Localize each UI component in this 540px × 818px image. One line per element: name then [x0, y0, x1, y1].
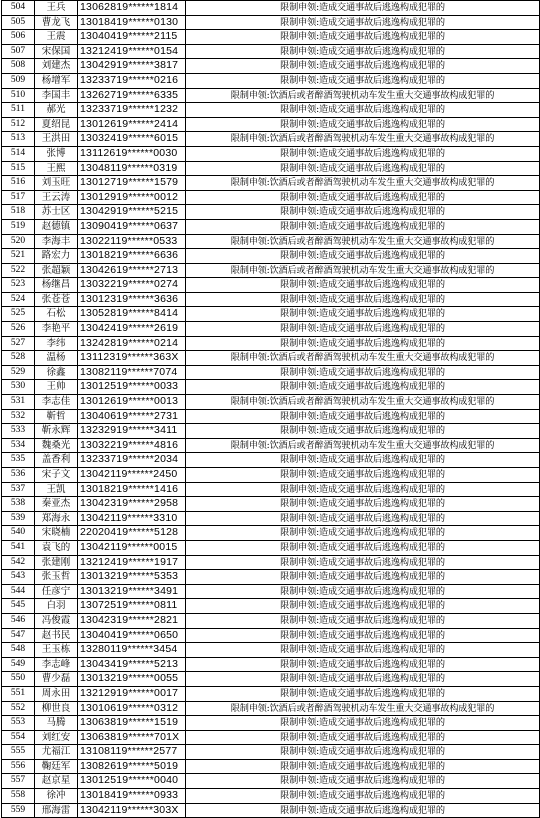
- name-cell: 马腾: [35, 716, 78, 731]
- id-number-cell: 13012919******0012: [78, 190, 186, 205]
- id-number-cell: 13018419******0933: [78, 789, 186, 804]
- table-row: [2, 73, 540, 88]
- name-cell: 宋晓楠: [35, 526, 78, 541]
- id-number-cell: 13042419******2619: [78, 322, 186, 337]
- name-cell: 曹少磊: [35, 672, 78, 687]
- id-number-cell: 13012519******0033: [78, 380, 186, 395]
- id-number-cell: 13013219******3491: [78, 584, 186, 599]
- name-cell: 李艳平: [35, 322, 78, 337]
- name-cell: 李志峰: [35, 657, 78, 672]
- row-number-cell: 544: [2, 584, 35, 599]
- row-number-cell: 548: [2, 643, 35, 658]
- name-cell: 盖香利: [35, 453, 78, 468]
- id-number-cell: 13232919******3411: [78, 424, 186, 439]
- name-cell: 赵德镇: [35, 219, 78, 234]
- name-cell: 苏士区: [35, 205, 78, 220]
- table-row: [2, 59, 540, 74]
- restriction-reason-cell: 限制申领:造成交通事故后逃逸构成犯罪的: [186, 73, 540, 88]
- name-cell: 夏绍昆: [35, 117, 78, 132]
- row-number-cell: 516: [2, 176, 35, 191]
- table-row: [2, 540, 540, 555]
- row-number-cell: 551: [2, 686, 35, 701]
- restriction-reason-cell: 限制申领:饮酒后或者醉酒驾驶机动车发生重大交通事故构成犯罪的: [186, 132, 540, 147]
- table-row: [2, 555, 540, 570]
- id-number-cell: 13032219******4816: [78, 438, 186, 453]
- name-cell: 张玉哲: [35, 570, 78, 585]
- name-cell: 张博: [35, 146, 78, 161]
- id-number-cell: 13042119******303X: [78, 803, 186, 818]
- name-cell: 邢海雷: [35, 803, 78, 818]
- row-number-cell: 530: [2, 380, 35, 395]
- name-cell: 郝光: [35, 103, 78, 118]
- id-number-cell: 13112619******0030: [78, 146, 186, 161]
- row-number-cell: 541: [2, 540, 35, 555]
- id-number-cell: 13042119******2450: [78, 468, 186, 483]
- name-cell: 尤福江: [35, 745, 78, 760]
- id-number-cell: 13042319******2958: [78, 497, 186, 512]
- id-number-cell: 13042619******2713: [78, 263, 186, 278]
- id-number-cell: 13012619******2414: [78, 117, 186, 132]
- restriction-reason-cell: 限制申领:造成交通事故后逃逸构成犯罪的: [186, 759, 540, 774]
- id-number-cell: 13042119******0015: [78, 540, 186, 555]
- row-number-cell: 557: [2, 774, 35, 789]
- table-row: [2, 365, 540, 380]
- row-number-cell: 555: [2, 745, 35, 760]
- restriction-reason-cell: 限制申领:造成交通事故后逃逸构成犯罪的: [186, 59, 540, 74]
- table-row: [2, 613, 540, 628]
- restriction-reason-cell: 限制申领:造成交通事故后逃逸构成犯罪的: [186, 570, 540, 585]
- id-number-cell: 13108119******2577: [78, 745, 186, 760]
- id-number-cell: 22020419******5128: [78, 526, 186, 541]
- name-cell: 李国丰: [35, 88, 78, 103]
- restriction-reason-cell: 限制申领:饮酒后或者醉酒驾驶机动车发生重大交通事故构成犯罪的: [186, 234, 540, 249]
- restriction-reason-cell: 限制申领:饮酒后或者醉酒驾驶机动车发生重大交通事故构成犯罪的: [186, 701, 540, 716]
- id-number-cell: 13233719******0216: [78, 73, 186, 88]
- table-row: [2, 161, 540, 176]
- restriction-reason-cell: 限制申领:造成交通事故后逃逸构成犯罪的: [186, 540, 540, 555]
- table-row: [2, 803, 540, 818]
- row-number-cell: 538: [2, 497, 35, 512]
- row-number-cell: 545: [2, 599, 35, 614]
- id-number-cell: 13043419******5213: [78, 657, 186, 672]
- table-row: [2, 672, 540, 687]
- table-row: [2, 1, 540, 16]
- name-cell: 石松: [35, 307, 78, 322]
- table-row: [2, 628, 540, 643]
- name-cell: 王熙: [35, 161, 78, 176]
- restriction-reason-cell: 限制申领:造成交通事故后逃逸构成犯罪的: [186, 365, 540, 380]
- restriction-reason-cell: 限制申领:造成交通事故后逃逸构成犯罪的: [186, 161, 540, 176]
- table-row: [2, 424, 540, 439]
- row-number-cell: 522: [2, 263, 35, 278]
- table-row: [2, 482, 540, 497]
- id-number-cell: 13233719******2034: [78, 453, 186, 468]
- restriction-reason-cell: 限制申领:造成交通事故后逃逸构成犯罪的: [186, 468, 540, 483]
- name-cell: 徐鑫: [35, 365, 78, 380]
- row-number-cell: 554: [2, 730, 35, 745]
- id-number-cell: 13242819******0214: [78, 336, 186, 351]
- restriction-reason-cell: 限制申领:造成交通事故后逃逸构成犯罪的: [186, 205, 540, 220]
- name-cell: 李志佳: [35, 395, 78, 410]
- table-row: [2, 701, 540, 716]
- restriction-reason-cell: 限制申领:造成交通事故后逃逸构成犯罪的: [186, 44, 540, 59]
- name-cell: 张建刚: [35, 555, 78, 570]
- row-number-cell: 523: [2, 278, 35, 293]
- name-cell: 任彦宁: [35, 584, 78, 599]
- restriction-reason-cell: 限制申领:造成交通事故后逃逸构成犯罪的: [186, 453, 540, 468]
- id-number-cell: 13032419******6015: [78, 132, 186, 147]
- name-cell: 李海丰: [35, 234, 78, 249]
- name-cell: 徐冲: [35, 789, 78, 804]
- name-cell: 王震: [35, 30, 78, 45]
- table-row: [2, 117, 540, 132]
- table-row: [2, 438, 540, 453]
- table-row: [2, 292, 540, 307]
- name-cell: 柳世良: [35, 701, 78, 716]
- id-number-cell: 13032219******0274: [78, 278, 186, 293]
- id-number-cell: 13012719******1579: [78, 176, 186, 191]
- restriction-reason-cell: 限制申领:造成交通事故后逃逸构成犯罪的: [186, 789, 540, 804]
- restriction-reason-cell: 限制申领:造成交通事故后逃逸构成犯罪的: [186, 146, 540, 161]
- restriction-reason-cell: 限制申领:造成交通事故后逃逸构成犯罪的: [186, 497, 540, 512]
- table-row: [2, 322, 540, 337]
- restriction-reason-cell: 限制申领:造成交通事故后逃逸构成犯罪的: [186, 307, 540, 322]
- id-number-cell: 13018219******6636: [78, 249, 186, 264]
- row-number-cell: 506: [2, 30, 35, 45]
- row-number-cell: 558: [2, 789, 35, 804]
- table-row: [2, 380, 540, 395]
- restriction-reason-cell: 限制申领:造成交通事故后逃逸构成犯罪的: [186, 643, 540, 658]
- name-cell: 张苍苍: [35, 292, 78, 307]
- name-cell: 张超颖: [35, 263, 78, 278]
- restriction-reason-cell: 限制申领:造成交通事故后逃逸构成犯罪的: [186, 424, 540, 439]
- row-number-cell: 532: [2, 409, 35, 424]
- restriction-reason-cell: 限制申领:造成交通事故后逃逸构成犯罪的: [186, 613, 540, 628]
- name-cell: 袁飞的: [35, 540, 78, 555]
- restriction-reason-cell: 限制申领:饮酒后或者醉酒驾驶机动车发生重大交通事故构成犯罪的: [186, 351, 540, 366]
- id-number-cell: 13280119******3454: [78, 643, 186, 658]
- name-cell: 赵书民: [35, 628, 78, 643]
- table-row: [2, 759, 540, 774]
- row-number-cell: 550: [2, 672, 35, 687]
- row-number-cell: 529: [2, 365, 35, 380]
- table-row: [2, 599, 540, 614]
- name-cell: 周永田: [35, 686, 78, 701]
- name-cell: 路宏力: [35, 249, 78, 264]
- name-cell: 鞠廷军: [35, 759, 78, 774]
- table-row: [2, 30, 540, 45]
- name-cell: 刘建杰: [35, 59, 78, 74]
- id-number-cell: 13040619******2731: [78, 409, 186, 424]
- restriction-reason-cell: 限制申领:造成交通事故后逃逸构成犯罪的: [186, 730, 540, 745]
- row-number-cell: 517: [2, 190, 35, 205]
- row-number-cell: 524: [2, 292, 35, 307]
- id-number-cell: 13042919******5215: [78, 205, 186, 220]
- table-row: [2, 88, 540, 103]
- id-number-cell: 13212919******0017: [78, 686, 186, 701]
- row-number-cell: 543: [2, 570, 35, 585]
- table-row: [2, 468, 540, 483]
- name-cell: 刘玉旺: [35, 176, 78, 191]
- table-row: [2, 409, 540, 424]
- id-number-cell: 13063819******701X: [78, 730, 186, 745]
- table-row: [2, 570, 540, 585]
- row-number-cell: 513: [2, 132, 35, 147]
- id-number-cell: 13010619******0312: [78, 701, 186, 716]
- row-number-cell: 556: [2, 759, 35, 774]
- id-number-cell: 13013219******0055: [78, 672, 186, 687]
- table-row: [2, 146, 540, 161]
- table-row: [2, 351, 540, 366]
- id-number-cell: 13012619******0013: [78, 395, 186, 410]
- table-row: [2, 657, 540, 672]
- id-number-cell: 13040419******2115: [78, 30, 186, 45]
- restriction-reason-cell: 限制申领:造成交通事故后逃逸构成犯罪的: [186, 117, 540, 132]
- row-number-cell: 533: [2, 424, 35, 439]
- row-number-cell: 527: [2, 336, 35, 351]
- table-row: [2, 307, 540, 322]
- id-number-cell: 13042319******2821: [78, 613, 186, 628]
- restriction-reason-cell: 限制申领:造成交通事故后逃逸构成犯罪的: [186, 686, 540, 701]
- row-number-cell: 549: [2, 657, 35, 672]
- name-cell: 郑海永: [35, 511, 78, 526]
- name-cell: 温杨: [35, 351, 78, 366]
- row-number-cell: 515: [2, 161, 35, 176]
- id-number-cell: 13052819******8414: [78, 307, 186, 322]
- name-cell: 宋子文: [35, 468, 78, 483]
- table-row: [2, 219, 540, 234]
- table-row: [2, 234, 540, 249]
- name-cell: 秦亚杰: [35, 497, 78, 512]
- row-number-cell: 528: [2, 351, 35, 366]
- name-cell: 靳永辉: [35, 424, 78, 439]
- row-number-cell: 559: [2, 803, 35, 818]
- restriction-reason-cell: 限制申领:饮酒后或者醉酒驾驶机动车发生重大交通事故构成犯罪的: [186, 176, 540, 191]
- restriction-reason-cell: 限制申领:造成交通事故后逃逸构成犯罪的: [186, 803, 540, 818]
- row-number-cell: 539: [2, 511, 35, 526]
- id-number-cell: 13262719******6335: [78, 88, 186, 103]
- restriction-reason-cell: 限制申领:造成交通事故后逃逸构成犯罪的: [186, 380, 540, 395]
- id-number-cell: 13042919******3817: [78, 59, 186, 74]
- id-number-cell: 13082619******5019: [78, 759, 186, 774]
- row-number-cell: 514: [2, 146, 35, 161]
- table-row: [2, 132, 540, 147]
- row-number-cell: 509: [2, 73, 35, 88]
- name-cell: 曹龙飞: [35, 15, 78, 30]
- restriction-reason-cell: 限制申领:造成交通事故后逃逸构成犯罪的: [186, 190, 540, 205]
- restriction-reason-cell: 限制申领:造成交通事故后逃逸构成犯罪的: [186, 219, 540, 234]
- id-number-cell: 13090419******0637: [78, 219, 186, 234]
- restriction-reason-cell: 限制申领:饮酒后或者醉酒驾驶机动车发生重大交通事故构成犯罪的: [186, 263, 540, 278]
- row-number-cell: 507: [2, 44, 35, 59]
- row-number-cell: 546: [2, 613, 35, 628]
- row-number-cell: 536: [2, 468, 35, 483]
- name-cell: 刘红安: [35, 730, 78, 745]
- table-row: [2, 789, 540, 804]
- restriction-reason-cell: 限制申领:造成交通事故后逃逸构成犯罪的: [186, 103, 540, 118]
- id-number-cell: 13013219******5353: [78, 570, 186, 585]
- restriction-reason-cell: 限制申领:造成交通事故后逃逸构成犯罪的: [186, 584, 540, 599]
- restriction-reason-cell: 限制申领:造成交通事故后逃逸构成犯罪的: [186, 672, 540, 687]
- name-cell: 王云涛: [35, 190, 78, 205]
- row-number-cell: 520: [2, 234, 35, 249]
- id-number-cell: 13018219******1416: [78, 482, 186, 497]
- table-row: [2, 453, 540, 468]
- restriction-reason-cell: 限制申领:造成交通事故后逃逸构成犯罪的: [186, 599, 540, 614]
- row-number-cell: 542: [2, 555, 35, 570]
- table-row: [2, 584, 540, 599]
- table-row: [2, 336, 540, 351]
- id-number-cell: 13012319******3636: [78, 292, 186, 307]
- restriction-reason-cell: 限制申领:造成交通事故后逃逸构成犯罪的: [186, 336, 540, 351]
- table-row: [2, 15, 540, 30]
- table-row: [2, 249, 540, 264]
- name-cell: 白羽: [35, 599, 78, 614]
- table-row: [2, 774, 540, 789]
- row-number-cell: 553: [2, 716, 35, 731]
- record-sheet: [1, 0, 539, 818]
- restriction-reason-cell: 限制申领:造成交通事故后逃逸构成犯罪的: [186, 482, 540, 497]
- row-number-cell: 540: [2, 526, 35, 541]
- table-row: [2, 190, 540, 205]
- name-cell: 王帅: [35, 380, 78, 395]
- table-row: [2, 686, 540, 701]
- restriction-reason-cell: 限制申领:饮酒后或者醉酒驾驶机动车发生重大交通事故构成犯罪的: [186, 88, 540, 103]
- restriction-reason-cell: 限制申领:造成交通事故后逃逸构成犯罪的: [186, 30, 540, 45]
- restriction-reason-cell: 限制申领:造成交通事故后逃逸构成犯罪的: [186, 745, 540, 760]
- row-number-cell: 526: [2, 322, 35, 337]
- id-number-cell: 13042119******3310: [78, 511, 186, 526]
- restriction-reason-cell: 限制申领:造成交通事故后逃逸构成犯罪的: [186, 278, 540, 293]
- id-number-cell: 13233719******1232: [78, 103, 186, 118]
- id-number-cell: 13063819******1519: [78, 716, 186, 731]
- restriction-reason-cell: 限制申领:造成交通事故后逃逸构成犯罪的: [186, 526, 540, 541]
- restriction-reason-cell: 限制申领:造成交通事故后逃逸构成犯罪的: [186, 511, 540, 526]
- row-number-cell: 510: [2, 88, 35, 103]
- records-table-body: [2, 1, 540, 818]
- id-number-cell: 13212419******0154: [78, 44, 186, 59]
- table-row: [2, 205, 540, 220]
- row-number-cell: 535: [2, 453, 35, 468]
- name-cell: 王凯: [35, 482, 78, 497]
- restriction-reason-cell: 限制申领:造成交通事故后逃逸构成犯罪的: [186, 657, 540, 672]
- id-number-cell: 13022119******0533: [78, 234, 186, 249]
- name-cell: 杨继昌: [35, 278, 78, 293]
- name-cell: 靳哲: [35, 409, 78, 424]
- table-row: [2, 730, 540, 745]
- id-number-cell: 13072519******0811: [78, 599, 186, 614]
- name-cell: 赵京星: [35, 774, 78, 789]
- name-cell: 魏桑光: [35, 438, 78, 453]
- row-number-cell: 519: [2, 219, 35, 234]
- restriction-reason-cell: 限制申领:造成交通事故后逃逸构成犯罪的: [186, 555, 540, 570]
- row-number-cell: 505: [2, 15, 35, 30]
- id-number-cell: 13012519******0040: [78, 774, 186, 789]
- restriction-reason-cell: 限制申领:造成交通事故后逃逸构成犯罪的: [186, 322, 540, 337]
- id-number-cell: 13212419******1917: [78, 555, 186, 570]
- table-row: [2, 716, 540, 731]
- name-cell: 杨增军: [35, 73, 78, 88]
- table-row: [2, 176, 540, 191]
- restriction-reason-cell: 限制申领:造成交通事故后逃逸构成犯罪的: [186, 15, 540, 30]
- table-row: [2, 497, 540, 512]
- row-number-cell: 511: [2, 103, 35, 118]
- name-cell: 冯俊霞: [35, 613, 78, 628]
- row-number-cell: 534: [2, 438, 35, 453]
- name-cell: 王洪田: [35, 132, 78, 147]
- row-number-cell: 512: [2, 117, 35, 132]
- records-table: [1, 0, 540, 818]
- restriction-reason-cell: 限制申领:饮酒后或者醉酒驾驶机动车发生重大交通事故构成犯罪的: [186, 438, 540, 453]
- table-row: [2, 44, 540, 59]
- restriction-reason-cell: 限制申领:造成交通事故后逃逸构成犯罪的: [186, 716, 540, 731]
- restriction-reason-cell: 限制申领:造成交通事故后逃逸构成犯罪的: [186, 1, 540, 16]
- restriction-reason-cell: 限制申领:造成交通事故后逃逸构成犯罪的: [186, 292, 540, 307]
- id-number-cell: 13048119******0319: [78, 161, 186, 176]
- id-number-cell: 13018419******0130: [78, 15, 186, 30]
- restriction-reason-cell: 限制申领:造成交通事故后逃逸构成犯罪的: [186, 409, 540, 424]
- table-row: [2, 263, 540, 278]
- table-row: [2, 103, 540, 118]
- restriction-reason-cell: 限制申领:造成交通事故后逃逸构成犯罪的: [186, 774, 540, 789]
- row-number-cell: 552: [2, 701, 35, 716]
- restriction-reason-cell: 限制申领:造成交通事故后逃逸构成犯罪的: [186, 249, 540, 264]
- name-cell: 王玉栋: [35, 643, 78, 658]
- row-number-cell: 547: [2, 628, 35, 643]
- row-number-cell: 537: [2, 482, 35, 497]
- restriction-reason-cell: 限制申领:造成交通事故后逃逸构成犯罪的: [186, 628, 540, 643]
- id-number-cell: 13082119******7074: [78, 365, 186, 380]
- restriction-reason-cell: 限制申领:饮酒后或者醉酒驾驶机动车发生重大交通事故构成犯罪的: [186, 395, 540, 410]
- id-number-cell: 13040419******0650: [78, 628, 186, 643]
- table-row: [2, 278, 540, 293]
- table-row: [2, 643, 540, 658]
- row-number-cell: 504: [2, 1, 35, 16]
- name-cell: 李纬: [35, 336, 78, 351]
- id-number-cell: 13062819******1814: [78, 1, 186, 16]
- name-cell: 王兵: [35, 1, 78, 16]
- row-number-cell: 508: [2, 59, 35, 74]
- row-number-cell: 521: [2, 249, 35, 264]
- name-cell: 宋保国: [35, 44, 78, 59]
- table-row: [2, 395, 540, 410]
- row-number-cell: 525: [2, 307, 35, 322]
- row-number-cell: 518: [2, 205, 35, 220]
- table-row: [2, 526, 540, 541]
- table-row: [2, 511, 540, 526]
- table-row: [2, 745, 540, 760]
- id-number-cell: 13112319******363X: [78, 351, 186, 366]
- row-number-cell: 531: [2, 395, 35, 410]
